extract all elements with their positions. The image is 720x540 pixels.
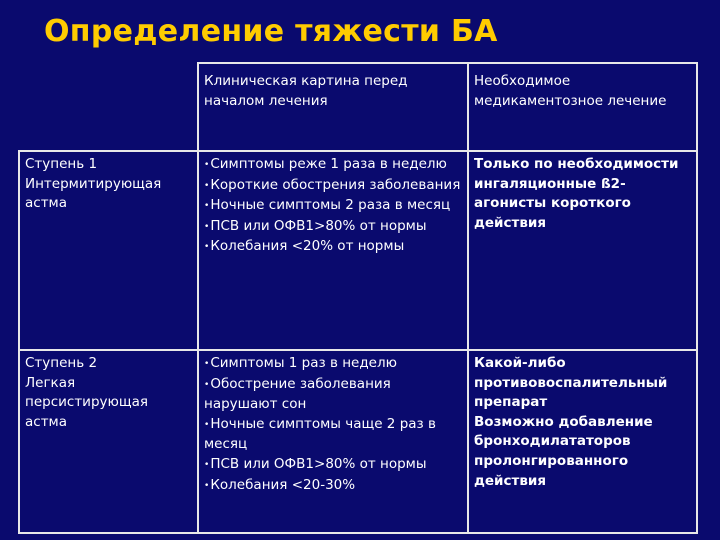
criteria-cell [198,350,468,533]
header-treatment: Необходимое медикаментозное лечение [468,63,697,151]
bullet-icon: • [204,419,210,430]
criteria-item: •Колебания <20-30% [204,476,356,493]
criteria-item: •Колебания <20% от нормы [204,238,405,255]
treatment-cell [468,151,697,350]
bullet-icon: • [204,379,210,390]
criteria-item: •Короткие обострения заболевания [204,176,461,193]
table-header-row [19,63,697,151]
empty-header-cell [19,63,198,151]
bullet-icon: • [204,242,210,253]
stage-cell [19,350,198,533]
criteria-item: •ПСВ или ОФВ1>80% от нормы [204,455,427,472]
stage-number: Ступень 1 [25,156,98,172]
treatment-text: Какой-либо противовоспалительный препарат [474,355,668,411]
treatment-cell [468,350,697,533]
bullet-icon: • [204,359,210,369]
criteria-item: •Симптомы реже 1 раза в неделю [204,156,447,172]
bullet-icon: • [204,459,210,470]
stage-number: Ступень 2 [25,355,98,371]
criteria-item: •Обострение заболевания нарушают сон [204,375,391,413]
bullet-icon: • [204,480,210,491]
criteria-item: •Ночные симптомы 2 раза в месяц [204,197,451,214]
criteria-item: •ПСВ или ОФВ1>80% от нормы [204,217,427,234]
bullet-icon: • [204,160,210,170]
treatment-text: Только по необходимости ингаляционные ß2-агонисты короткого действия [474,156,679,231]
header-clinical-picture: Клиническая картина перед началом лечения [198,63,468,151]
table-row-stage-2 [19,350,697,533]
slide-title: Определение тяжести БА [44,14,498,49]
criteria-item: •Ночные симптомы чаще 2 раз в месяц [204,415,436,453]
bullet-icon: • [204,221,210,232]
stage-name: Интермитирующая астма [25,175,162,212]
criteria-item: •Симптомы 1 раз в неделю [204,355,397,371]
severity-table [18,62,698,534]
bullet-icon: • [204,201,210,212]
stage-name: Легкая персистирующая астма [25,374,148,430]
treatment-text: Возможно добавление бронходилататоров пролонгированного действия [474,413,653,489]
table-row-stage-1 [19,151,697,350]
criteria-cell [198,151,468,350]
bullet-icon: • [204,180,210,191]
stage-cell [19,151,198,350]
